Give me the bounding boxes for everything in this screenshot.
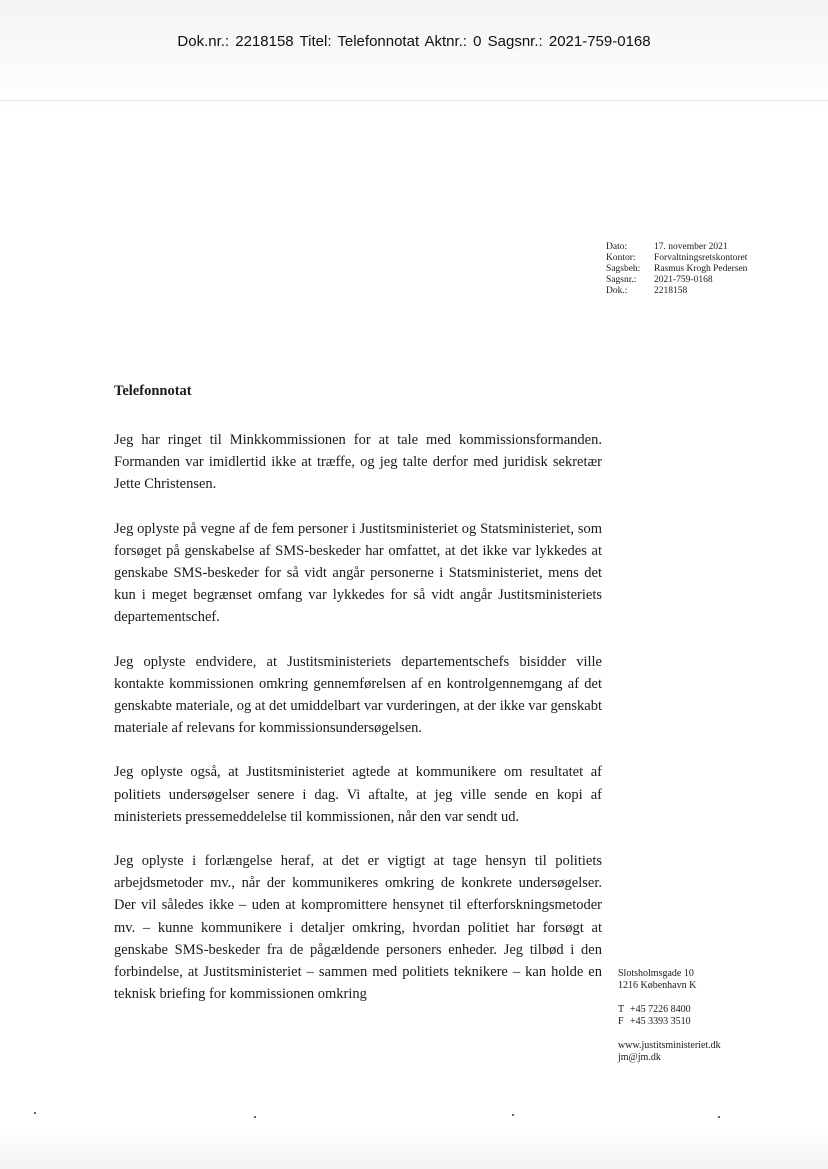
metadata-block	[606, 242, 747, 297]
scan-speck	[512, 1114, 514, 1116]
meta-row-caseworker	[606, 264, 747, 275]
meta-label: Sagsnr.:	[606, 275, 637, 285]
address-city: 1216 København K	[618, 979, 697, 991]
address-web: www.justitsministeriet.dk	[618, 1040, 721, 1051]
meta-value: 2021-759-0168	[654, 275, 713, 285]
phone-label: T	[618, 1004, 625, 1015]
meta-label: Kontor:	[606, 253, 636, 263]
scan-speck	[254, 1116, 256, 1118]
document-title: Telefonnotat	[114, 383, 192, 399]
paragraph: Jeg oplyste på vegne af de fem personer i Justitsministeriet og Statsministeriet, som forsøget på genskabelse af SMS-beskeder har omfattet, at det ikke var lykkedes at genskabe SMS-beskeder for så vidt angår personerne i Statsministeriet, mens det kun i meget begrænset omfang var lykkedes for så vidt angår Justitsministeriets departementschef.	[114, 520, 602, 626]
meta-value: 2218158	[654, 286, 688, 296]
meta-value: 17. november 2021	[654, 242, 728, 252]
meta-value: Forvaltningsretskontoret	[654, 253, 748, 263]
meta-value: Rasmus Krogh Pedersen	[654, 264, 748, 274]
address-fax	[618, 1016, 721, 1028]
meta-label: Dok.:	[606, 286, 628, 296]
address-phone	[618, 1004, 721, 1016]
meta-row-office	[606, 253, 747, 264]
document-header: Dok.nr.: 2218158 Titel: Telefonnotat Aktnr.: 0 Sagsnr.: 2021-759-0168	[177, 33, 651, 50]
meta-label: Sagsbeh:	[606, 264, 641, 274]
scan-shadow-top	[0, 0, 828, 110]
paragraph: Jeg har ringet til Minkkommissionen for at tale med kommissionsformanden. Formanden var imidlertid ikke at træffe, og jeg talte derfor med juridisk sekretær Jette Christensen.	[114, 432, 602, 493]
meta-row-case-number	[606, 275, 747, 286]
meta-row-document	[606, 286, 747, 297]
meta-label: Dato:	[606, 242, 628, 252]
address-email: jm@jm.dk	[618, 1051, 661, 1063]
scan-line	[0, 100, 828, 101]
scan-speck	[34, 1112, 36, 1114]
phone-value: +45 7226 8400	[630, 1004, 691, 1015]
scan-speck	[718, 1116, 720, 1118]
address-street: Slotsholmsgade 10	[618, 968, 694, 979]
address-block	[618, 968, 721, 1063]
paragraph: Jeg oplyste endvidere, at Justitsministeriets departementschefs bisidder ville kontakte kommissionen omkring gennemførelsen af en kontrolgennemgang af det genskabte materiale, og at det umiddelbart var vurderingen, at der ikke var genskabt materiale af relevans for kommissionsundersøgelsen.	[114, 653, 602, 737]
fax-value: +45 3393 3510	[630, 1015, 691, 1027]
scan-shadow-bottom	[0, 1128, 828, 1169]
paragraph: Jeg oplyste også, at Justitsministeriet agtede at kommunikere om resultatet af politiets undersøgelser senere i dag. Vi aftalte, at jeg ville sende en kopi af ministeriets pressemeddelelse til kommissionen, når den var sendt ud.	[114, 764, 602, 825]
paragraph: Jeg oplyste i forlængelse heraf, at det er vigtigt at tage hensyn til politiets arbejdsmetoder mv., når der kommunikeres omkring de konkrete undersøgelser. Der vil således ikke – uden at kompromittere hensynet til efterforskningsmetoder mv. – kunne kommunikere i detaljer omkring, hvordan politiet har forsøgt at genskabe SMS-beskeder fra de pågældende personers enheder. Jeg tilbød i den forbindelse, at Justitsministeriet – sammen med politiets teknikere – kan holde en teknisk briefing for kommissionen omkring	[114, 853, 602, 1003]
document-body	[114, 429, 602, 1005]
meta-row-date	[606, 242, 747, 253]
fax-label: F	[618, 1015, 624, 1027]
